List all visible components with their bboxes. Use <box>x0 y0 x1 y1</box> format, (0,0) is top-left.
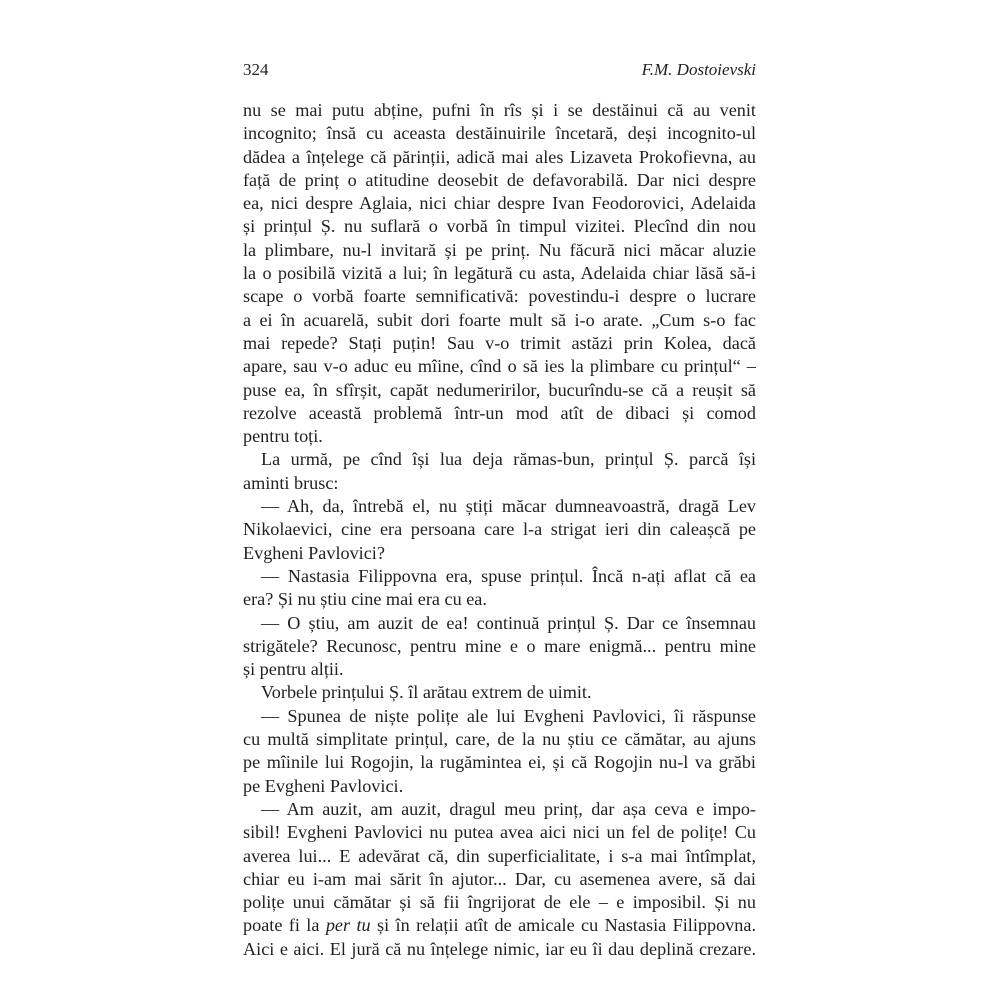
italic-phrase: per tu <box>325 915 371 936</box>
page-number: 324 <box>243 60 269 79</box>
text-line: Vorbele prințului Ș. îl arătau extrem de uimit. <box>261 682 592 703</box>
text-line: La urmă, pe cînd își lua deja rămas-bun, prințul Ș. parcă își <box>261 449 756 470</box>
text-line: incognito; însă cu aceasta destăinuirile încetară, deși incognito-ul <box>243 123 756 144</box>
text-line: puse ea, în sfîrșit, capăt nedumeririlor, bucurîndu-se că a reușit să <box>243 379 756 400</box>
text-line: — Spunea de niște polițe ale lui Evgheni Pavlovici, îi răspunse <box>261 705 756 726</box>
text-line: sibil! Evgheni Pavlovici nu putea avea aici nici un fel de polițe! Cu <box>243 822 756 843</box>
text-line: cu multă simplitate prințul, care, de la nu știu ce cămătar, au ajuns <box>243 729 756 750</box>
text-line: — Am auzit, am auzit, dragul meu prinț, dar așa ceva e impo- <box>261 798 756 819</box>
text-line: la plimbare, nu-l invitară și pe prinț. Nu făcură nici măcar aluzie <box>243 239 756 260</box>
text-line: Aici e aici. El jură că nu înțelege nimic, iar eu îi dau deplină crezare. <box>243 938 756 959</box>
text-line: pe mîinile lui Rogojin, la rugămintea ei, și că Rogojin nu-l va grăbi <box>243 752 756 773</box>
text-line: a ei în acuarelă, subit dori foarte mult să i-o arate. „Cum s-o fac <box>243 309 756 330</box>
text-segment: și în relații atît de amicale cu Nastasia Filippovna. <box>370 915 756 936</box>
running-head: F.M. Dostoievski <box>641 60 756 79</box>
text-line: averea lui... E adevărat că, din superficialitate, i s-a mai întîmplat, <box>243 845 756 866</box>
text-line: — Ah, da, întrebă el, nu știți măcar dumneavoastră, dragă Lev <box>261 496 756 517</box>
text-line: scape o vorbă foarte semnificativă: povestindu-i despre o lucrare <box>243 286 756 307</box>
text-line: pentru toți. <box>243 426 323 447</box>
text-line: strigătele? Recunosc, pentru mine e o mare enigmă... pentru mine <box>243 635 756 656</box>
text-line <box>243 914 756 937</box>
text-line: dădea a înțelege că părinții, adică mai ales Lizaveta Prokofievna, au <box>243 146 756 167</box>
text-line: și pentru alții. <box>243 659 344 680</box>
text-segment: poate fi la <box>243 915 326 936</box>
text-line: era? Și nu știu cine mai era cu ea. <box>243 589 487 610</box>
text-line: la o posibilă vizită a lui; în legătură cu asta, Adelaida chiar lăsă să-i <box>243 263 756 284</box>
text-line: nu se mai putu abține, pufni în rîs și i se destăinui că au venit <box>243 100 756 120</box>
text-line: apare, sau v-o aduc eu mîine, cînd o să ies la plimbare cu prințul“ – <box>243 356 756 377</box>
text-line: mai repede? Stați puțin! Sau v-o trimit astăzi prin Kolea, dacă <box>243 332 756 353</box>
text-line: și prințul Ș. nu suflară o vorbă în timpul vizitei. Plecînd din nou <box>243 216 756 237</box>
text-line: aminti brusc: <box>243 472 339 493</box>
text-line: polițe unui cămătar și să fii îngrijorat de ele – e imposibil. Și nu <box>243 892 756 913</box>
text-line: Evgheni Pavlovici? <box>243 542 385 563</box>
text-line: pe Evgheni Pavlovici. <box>243 775 404 796</box>
text-line: — O știu, am auzit de ea! continuă prințul Ș. Dar ce însemnau <box>261 612 756 633</box>
text-line: față de prinț o atitudine deosebit de defavorabilă. Dar nici despre <box>243 169 756 190</box>
text-line: — Nastasia Filippovna era, spuse prințul. Încă n-ați aflat că ea <box>261 565 756 586</box>
text-line: chiar eu i-am mai sărit în ajutor... Dar, cu asemenea avere, să dai <box>243 868 756 889</box>
text-line: rezolve această problemă într-un mod atît de dibaci și comod <box>243 402 756 423</box>
page-header <box>243 60 756 84</box>
text-line: Nikolaevici, cine era persoana care l-a strigat ieri din caleașcă pe <box>243 519 756 540</box>
body-text <box>243 99 756 961</box>
text-line: ea, nici despre Aglaia, nici chiar despre Ivan Feodorovici, Adelaida <box>243 193 756 214</box>
